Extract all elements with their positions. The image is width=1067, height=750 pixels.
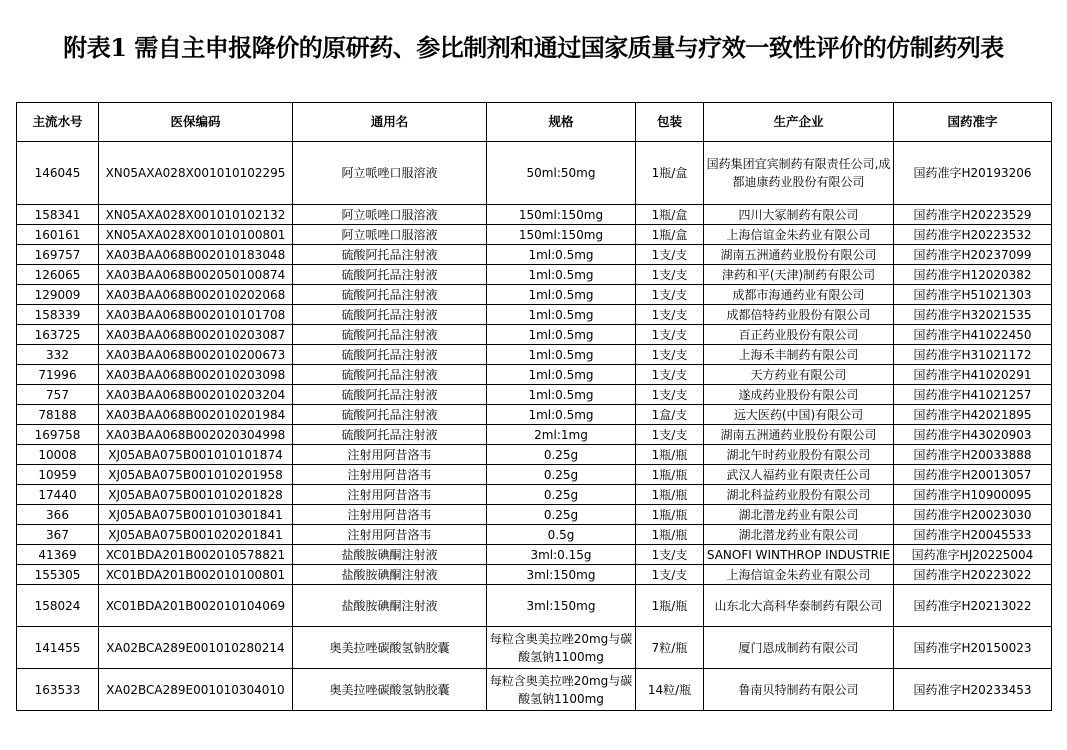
- cell-serial-no: 129009: [17, 285, 99, 305]
- cell-insurance-code: XN05AXA028X001010102132: [99, 205, 293, 225]
- cell-package: 1支/支: [636, 285, 704, 305]
- cell-specification: 1ml:0.5mg: [487, 265, 636, 285]
- cell-specification: 150ml:150mg: [487, 205, 636, 225]
- cell-serial-no: 146045: [17, 142, 99, 205]
- cell-manufacturer: SANOFI WINTHROP INDUSTRIE: [704, 545, 894, 565]
- cell-approval-number: 国药准字H51021303: [894, 285, 1052, 305]
- cell-serial-no: 757: [17, 385, 99, 405]
- cell-serial-no: 332: [17, 345, 99, 365]
- cell-generic-name: 奥美拉唑碳酸氢钠胶囊: [293, 627, 487, 669]
- cell-manufacturer: 湖北科益药业股份有限公司: [704, 485, 894, 505]
- cell-specification: 1ml:0.5mg: [487, 245, 636, 265]
- table-row: [17, 345, 1052, 365]
- cell-package: 1支/支: [636, 325, 704, 345]
- cell-generic-name: 硫酸阿托品注射液: [293, 405, 487, 425]
- cell-insurance-code: XA03BAA068B002010203087: [99, 325, 293, 345]
- cell-manufacturer: 厦门恩成制药有限公司: [704, 627, 894, 669]
- cell-manufacturer: 遂成药业股份有限公司: [704, 385, 894, 405]
- cell-serial-no: 78188: [17, 405, 99, 425]
- cell-package: 1瓶/瓶: [636, 505, 704, 525]
- cell-specification: 每粒含奥美拉唑20mg与碳酸氢钠1100mg: [487, 669, 636, 711]
- cell-serial-no: 160161: [17, 225, 99, 245]
- cell-generic-name: 硫酸阿托品注射液: [293, 345, 487, 365]
- cell-insurance-code: XN05AXA028X001010102295: [99, 142, 293, 205]
- cell-insurance-code: XA03BAA068B002050100874: [99, 265, 293, 285]
- cell-manufacturer: 成都倍特药业股份有限公司: [704, 305, 894, 325]
- cell-package: 1支/支: [636, 265, 704, 285]
- cell-manufacturer: 鲁南贝特制药有限公司: [704, 669, 894, 711]
- cell-package: 1支/支: [636, 425, 704, 445]
- cell-specification: 1ml:0.5mg: [487, 365, 636, 385]
- cell-specification: 0.25g: [487, 485, 636, 505]
- cell-package: 1支/支: [636, 385, 704, 405]
- cell-specification: 1ml:0.5mg: [487, 305, 636, 325]
- header-serial-no: 主流水号: [17, 103, 99, 142]
- cell-generic-name: 注射用阿昔洛韦: [293, 505, 487, 525]
- cell-serial-no: 163533: [17, 669, 99, 711]
- cell-manufacturer: 成都市海通药业有限公司: [704, 285, 894, 305]
- cell-generic-name: 硫酸阿托品注射液: [293, 425, 487, 445]
- cell-specification: 1ml:0.5mg: [487, 405, 636, 425]
- cell-insurance-code: XA03BAA068B002010203098: [99, 365, 293, 385]
- cell-generic-name: 盐酸胺碘酮注射液: [293, 565, 487, 585]
- cell-manufacturer: 上海信谊金朱药业有限公司: [704, 225, 894, 245]
- cell-generic-name: 注射用阿昔洛韦: [293, 465, 487, 485]
- cell-serial-no: 367: [17, 525, 99, 545]
- cell-package: 1支/支: [636, 245, 704, 265]
- cell-insurance-code: XC01BDA201B002010578821: [99, 545, 293, 565]
- cell-approval-number: 国药准字H42021895: [894, 405, 1052, 425]
- cell-manufacturer: 上海信谊金朱药业有限公司: [704, 565, 894, 585]
- cell-package: 1瓶/盒: [636, 142, 704, 205]
- header-insurance-code: 医保编码: [99, 103, 293, 142]
- cell-insurance-code: XA03BAA068B002010203204: [99, 385, 293, 405]
- cell-package: 1盒/支: [636, 405, 704, 425]
- table-row: [17, 325, 1052, 345]
- cell-manufacturer: 百正药业股份有限公司: [704, 325, 894, 345]
- cell-specification: 1ml:0.5mg: [487, 385, 636, 405]
- cell-serial-no: 71996: [17, 365, 99, 385]
- cell-package: 1支/支: [636, 345, 704, 365]
- cell-serial-no: 10008: [17, 445, 99, 465]
- cell-insurance-code: XJ05ABA075B001010101874: [99, 445, 293, 465]
- cell-approval-number: 国药准字H12020382: [894, 265, 1052, 285]
- header-approval-number: 国药准字: [894, 103, 1052, 142]
- header-manufacturer: 生产企业: [704, 103, 894, 142]
- cell-generic-name: 硫酸阿托品注射液: [293, 285, 487, 305]
- cell-serial-no: 17440: [17, 485, 99, 505]
- cell-insurance-code: XA02BCA289E001010304010: [99, 669, 293, 711]
- cell-serial-no: 169757: [17, 245, 99, 265]
- cell-package: 1支/支: [636, 365, 704, 385]
- cell-approval-number: 国药准字HJ20225004: [894, 545, 1052, 565]
- cell-generic-name: 阿立哌唑口服溶液: [293, 142, 487, 205]
- cell-insurance-code: XA03BAA068B002010202068: [99, 285, 293, 305]
- cell-manufacturer: 湖北午时药业股份有限公司: [704, 445, 894, 465]
- table-row: [17, 305, 1052, 325]
- table-row: [17, 525, 1052, 545]
- cell-specification: 0.25g: [487, 465, 636, 485]
- cell-manufacturer: 湖北潜龙药业有限公司: [704, 505, 894, 525]
- cell-manufacturer: 国药集团宜宾制药有限责任公司,成都迪康药业股份有限公司: [704, 142, 894, 205]
- cell-insurance-code: XA03BAA068B002010201984: [99, 405, 293, 425]
- header-generic-name: 通用名: [293, 103, 487, 142]
- cell-generic-name: 注射用阿昔洛韦: [293, 525, 487, 545]
- cell-specification: 0.5g: [487, 525, 636, 545]
- table-row: [17, 585, 1052, 627]
- cell-package: 1瓶/瓶: [636, 485, 704, 505]
- table-row: [17, 405, 1052, 425]
- table-row: [17, 505, 1052, 525]
- cell-approval-number: 国药准字H20013057: [894, 465, 1052, 485]
- table-row: [17, 385, 1052, 405]
- table-row: [17, 205, 1052, 225]
- cell-package: 1支/支: [636, 305, 704, 325]
- cell-insurance-code: XA03BAA068B002010200673: [99, 345, 293, 365]
- cell-package: 1支/支: [636, 545, 704, 565]
- header-specification: 规格: [487, 103, 636, 142]
- cell-specification: 0.25g: [487, 505, 636, 525]
- cell-insurance-code: XC01BDA201B002010104069: [99, 585, 293, 627]
- table-row: [17, 565, 1052, 585]
- cell-package: 1瓶/瓶: [636, 585, 704, 627]
- table-row: [17, 365, 1052, 385]
- cell-insurance-code: XJ05ABA075B001010201958: [99, 465, 293, 485]
- table-row: [17, 245, 1052, 265]
- table-header-row: [17, 103, 1052, 142]
- cell-specification: 1ml:0.5mg: [487, 345, 636, 365]
- table-row: [17, 425, 1052, 445]
- cell-approval-number: 国药准字H20223529: [894, 205, 1052, 225]
- cell-package: 1瓶/盒: [636, 225, 704, 245]
- cell-specification: 3ml:0.15g: [487, 545, 636, 565]
- table-row: [17, 627, 1052, 669]
- cell-serial-no: 158341: [17, 205, 99, 225]
- cell-approval-number: 国药准字H20033888: [894, 445, 1052, 465]
- cell-generic-name: 硫酸阿托品注射液: [293, 365, 487, 385]
- cell-approval-number: 国药准字H20045533: [894, 525, 1052, 545]
- cell-approval-number: 国药准字H31021172: [894, 345, 1052, 365]
- table-row: [17, 669, 1052, 711]
- cell-generic-name: 盐酸胺碘酮注射液: [293, 545, 487, 565]
- cell-package: 1瓶/盒: [636, 205, 704, 225]
- cell-insurance-code: XA03BAA068B002010183048: [99, 245, 293, 265]
- cell-approval-number: 国药准字H20223022: [894, 565, 1052, 585]
- cell-package: 14粒/瓶: [636, 669, 704, 711]
- cell-approval-number: 国药准字H10900095: [894, 485, 1052, 505]
- cell-manufacturer: 远大医药(中国)有限公司: [704, 405, 894, 425]
- cell-generic-name: 注射用阿昔洛韦: [293, 445, 487, 465]
- cell-serial-no: 41369: [17, 545, 99, 565]
- drug-list-table: [16, 102, 1052, 711]
- cell-insurance-code: XC01BDA201B002010100801: [99, 565, 293, 585]
- cell-insurance-code: XN05AXA028X001010100801: [99, 225, 293, 245]
- cell-serial-no: 158339: [17, 305, 99, 325]
- table-row: [17, 445, 1052, 465]
- cell-insurance-code: XA03BAA068B002020304998: [99, 425, 293, 445]
- cell-serial-no: 366: [17, 505, 99, 525]
- table-row: [17, 465, 1052, 485]
- cell-serial-no: 10959: [17, 465, 99, 485]
- cell-approval-number: 国药准字H41022450: [894, 325, 1052, 345]
- cell-package: 1瓶/瓶: [636, 465, 704, 485]
- cell-manufacturer: 湖北潜龙药业有限公司: [704, 525, 894, 545]
- cell-package: 1瓶/瓶: [636, 525, 704, 545]
- cell-serial-no: 141455: [17, 627, 99, 669]
- cell-generic-name: 硫酸阿托品注射液: [293, 305, 487, 325]
- cell-insurance-code: XA02BCA289E001010280214: [99, 627, 293, 669]
- cell-insurance-code: XJ05ABA075B001020201841: [99, 525, 293, 545]
- cell-generic-name: 硫酸阿托品注射液: [293, 325, 487, 345]
- table-row: [17, 285, 1052, 305]
- cell-approval-number: 国药准字H20150023: [894, 627, 1052, 669]
- cell-specification: 50ml:50mg: [487, 142, 636, 205]
- table-row: [17, 545, 1052, 565]
- cell-manufacturer: 武汉人福药业有限责任公司: [704, 465, 894, 485]
- cell-manufacturer: 湖南五洲通药业股份有限公司: [704, 425, 894, 445]
- cell-insurance-code: XA03BAA068B002010101708: [99, 305, 293, 325]
- cell-generic-name: 硫酸阿托品注射液: [293, 245, 487, 265]
- cell-approval-number: 国药准字H41021257: [894, 385, 1052, 405]
- cell-approval-number: 国药准字H20193206: [894, 142, 1052, 205]
- cell-manufacturer: 津药和平(天津)制药有限公司: [704, 265, 894, 285]
- page-title: 附表1 需自主申报降价的原研药、参比制剂和通过国家质量与疗效一致性评价的仿制药列表: [63, 33, 1004, 62]
- cell-serial-no: 126065: [17, 265, 99, 285]
- header-package: 包装: [636, 103, 704, 142]
- table-row: [17, 485, 1052, 505]
- cell-specification: 3ml:150mg: [487, 565, 636, 585]
- cell-generic-name: 硫酸阿托品注射液: [293, 265, 487, 285]
- cell-approval-number: 国药准字H20223532: [894, 225, 1052, 245]
- cell-generic-name: 盐酸胺碘酮注射液: [293, 585, 487, 627]
- cell-approval-number: 国药准字H20233453: [894, 669, 1052, 711]
- cell-manufacturer: 天方药业有限公司: [704, 365, 894, 385]
- cell-manufacturer: 山东北大高科华泰制药有限公司: [704, 585, 894, 627]
- cell-serial-no: 169758: [17, 425, 99, 445]
- cell-specification: 0.25g: [487, 445, 636, 465]
- cell-approval-number: 国药准字H32021535: [894, 305, 1052, 325]
- cell-specification: 2ml:1mg: [487, 425, 636, 445]
- cell-specification: 1ml:0.5mg: [487, 325, 636, 345]
- cell-insurance-code: XJ05ABA075B001010201828: [99, 485, 293, 505]
- cell-generic-name: 奥美拉唑碳酸氢钠胶囊: [293, 669, 487, 711]
- cell-specification: 每粒含奥美拉唑20mg与碳酸氢钠1100mg: [487, 627, 636, 669]
- cell-package: 1瓶/瓶: [636, 445, 704, 465]
- cell-approval-number: 国药准字H20023030: [894, 505, 1052, 525]
- cell-serial-no: 155305: [17, 565, 99, 585]
- cell-generic-name: 硫酸阿托品注射液: [293, 385, 487, 405]
- cell-specification: 150ml:150mg: [487, 225, 636, 245]
- cell-generic-name: 注射用阿昔洛韦: [293, 485, 487, 505]
- cell-generic-name: 阿立哌唑口服溶液: [293, 225, 487, 245]
- cell-approval-number: 国药准字H43020903: [894, 425, 1052, 445]
- table-row: [17, 225, 1052, 245]
- cell-manufacturer: 上海禾丰制药有限公司: [704, 345, 894, 365]
- cell-approval-number: 国药准字H20213022: [894, 585, 1052, 627]
- cell-manufacturer: 湖南五洲通药业股份有限公司: [704, 245, 894, 265]
- cell-package: 1支/支: [636, 565, 704, 585]
- cell-serial-no: 158024: [17, 585, 99, 627]
- cell-manufacturer: 四川大冢制药有限公司: [704, 205, 894, 225]
- cell-insurance-code: XJ05ABA075B001010301841: [99, 505, 293, 525]
- cell-approval-number: 国药准字H20237099: [894, 245, 1052, 265]
- table-row: [17, 142, 1052, 205]
- cell-generic-name: 阿立哌唑口服溶液: [293, 205, 487, 225]
- cell-package: 7粒/瓶: [636, 627, 704, 669]
- cell-approval-number: 国药准字H41020291: [894, 365, 1052, 385]
- cell-specification: 3ml:150mg: [487, 585, 636, 627]
- table-row: [17, 265, 1052, 285]
- cell-serial-no: 163725: [17, 325, 99, 345]
- cell-specification: 1ml:0.5mg: [487, 285, 636, 305]
